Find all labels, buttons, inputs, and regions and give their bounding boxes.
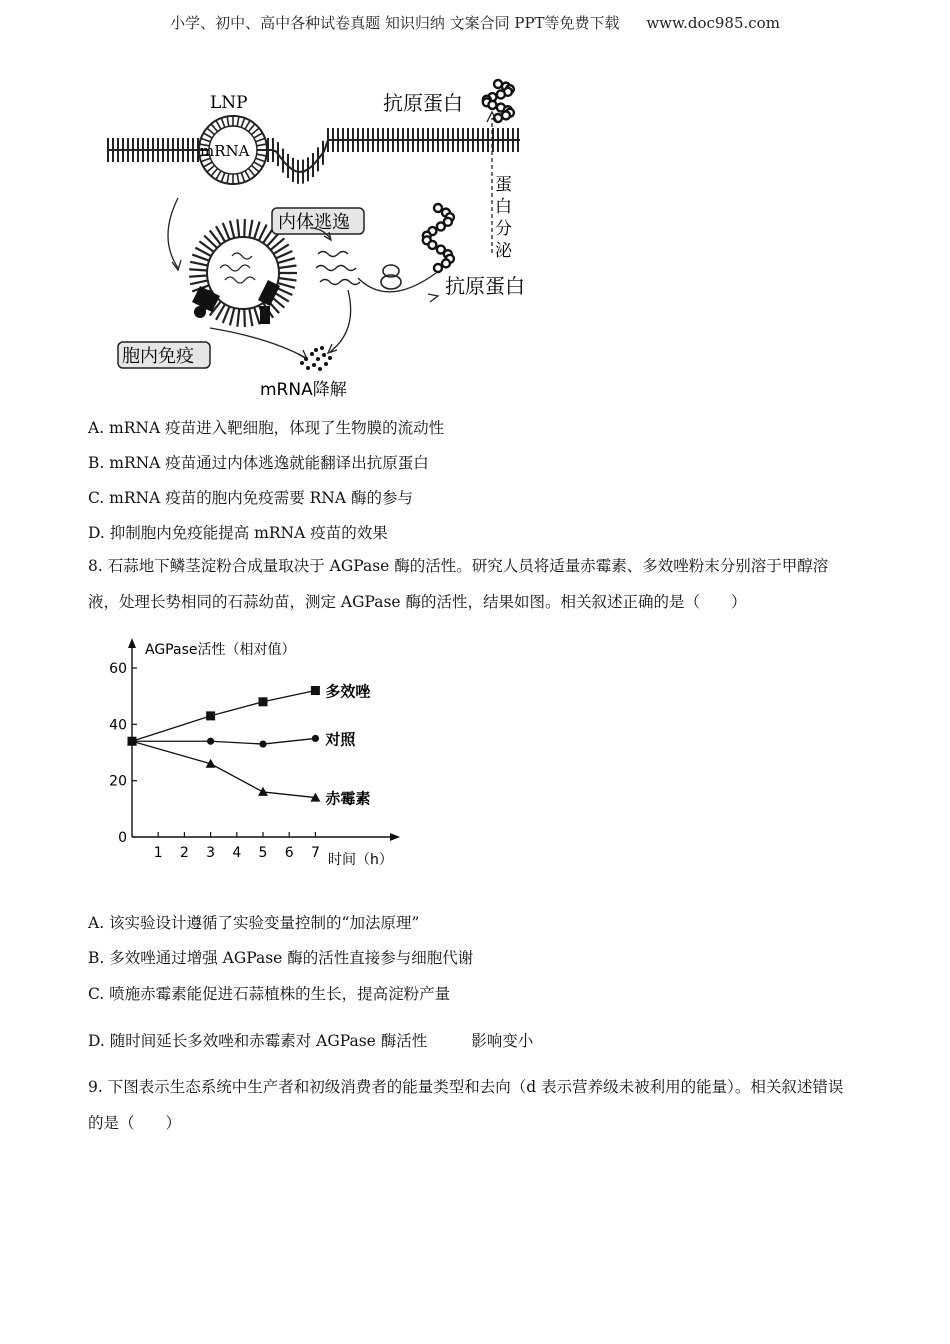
chart-point xyxy=(259,697,268,706)
q7-option-d: D. 抑制胞内免疫能提高 mRNA 疫苗的效果 xyxy=(88,524,388,542)
chart-xtick-label: 2 xyxy=(179,845,189,861)
q7-option-c: C. mRNA 疫苗的胞内免疫需要 RNA 酶的参与 xyxy=(88,489,413,507)
chart-ytick-label: 40 xyxy=(109,717,127,734)
q7-option-a: A. mRNA 疫苗进入靶细胞，体现了生物膜的流动性 xyxy=(88,419,445,437)
chart-point xyxy=(258,787,268,796)
chart-series-label: 赤霉素 xyxy=(325,789,371,808)
chart-ylabel: AGPase活性（相对值） xyxy=(145,642,296,658)
antigen-mid-label: 抗原蛋白 xyxy=(445,274,525,298)
q8-stem: 8. 石蒜地下鳞茎淀粉合成量取决于 AGPase 酶的活性。研究人员将适量赤霉素、多效唑粉末分别溶于甲醇溶液，处理长势相同的石蒜幼苗，测定 AGPase 酶的活性，结果如图。相关叙述正确的是（ ） xyxy=(88,557,829,611)
chart-point xyxy=(312,735,319,742)
chart-xtick-label: 5 xyxy=(258,845,268,861)
header-url[interactable]: www.doc985.com xyxy=(646,14,780,32)
q8-option-a: A. 该实验设计遵循了实验变量控制的“加法原理” xyxy=(88,914,420,932)
chart-point xyxy=(206,711,215,720)
agpase-chart xyxy=(100,634,410,872)
antigen-protein-top xyxy=(483,80,514,122)
intracellular-immunity-label: 胞内免疫 xyxy=(122,346,194,367)
chart-point xyxy=(259,740,266,747)
q8-option-d xyxy=(88,1029,533,1051)
chart-xtick-label: 3 xyxy=(206,845,216,861)
secretion-char-1: 蛋 xyxy=(495,175,512,195)
q9-stem: 9. 下图表示生态系统中生产者和初级消费者的能量类型和去向（d 表示营养级未被利用的能量）。相关叙述错误的是（ ） xyxy=(88,1078,844,1132)
lnp-label: LNP xyxy=(210,93,248,113)
chart-series-line xyxy=(132,691,315,742)
mrna-vaccine-diagram xyxy=(100,78,550,408)
chart-xtick-label: 1 xyxy=(153,845,163,861)
secretion-char-4: 泌 xyxy=(495,241,512,261)
chart-xlabel: 时间（h） xyxy=(328,852,393,868)
page-header xyxy=(0,12,950,33)
q8-option-d-part2: 影响变小 xyxy=(471,1032,534,1050)
chart-ytick-label: 60 xyxy=(109,661,127,677)
q8-option-d-part1: D. 随时间延长多效唑和赤霉素对 AGPase 酶活性 xyxy=(88,1032,428,1050)
chart-point xyxy=(207,738,214,745)
chart-series-label: 多效唑 xyxy=(325,682,371,701)
chart-point xyxy=(311,686,320,695)
degradation-dots xyxy=(300,346,332,371)
antigen-protein-mid xyxy=(423,204,454,272)
endosome xyxy=(189,219,297,327)
chart-ytick-label: 20 xyxy=(109,773,127,790)
chart-xtick-label: 4 xyxy=(232,845,242,861)
header-text: 小学、初中、高中各种试卷真题 知识归纳 文案合同 PPT等免费下载 xyxy=(170,14,620,32)
chart-series-label: 对照 xyxy=(325,730,356,749)
chart-series-line xyxy=(132,738,315,744)
lnp-mrna-label: mRNA xyxy=(200,142,250,160)
q8-option-c: C. 喷施赤霉素能促进石蒜植株的生长，提高淀粉产量 xyxy=(88,985,451,1003)
mrna-degradation-label: mRNA降解 xyxy=(260,380,347,400)
chart-ytick-label: 0 xyxy=(118,830,127,846)
chart-xtick-label: 7 xyxy=(310,845,320,861)
chart-xtick-label: 6 xyxy=(284,845,294,861)
endosome-escape-label: 内体逃逸 xyxy=(278,212,350,233)
q7-option-b: B. mRNA 疫苗通过内体逃逸就能翻译出抗原蛋白 xyxy=(88,454,429,472)
secretion-char-2: 白 xyxy=(495,197,512,217)
cell-membrane xyxy=(108,128,520,184)
antigen-top-label: 抗原蛋白 xyxy=(383,91,463,115)
secretion-char-3: 分 xyxy=(495,219,512,239)
q8-option-b: B. 多效唑通过增强 AGPase 酶的活性直接参与细胞代谢 xyxy=(88,949,474,967)
chart-series-line xyxy=(132,741,315,797)
